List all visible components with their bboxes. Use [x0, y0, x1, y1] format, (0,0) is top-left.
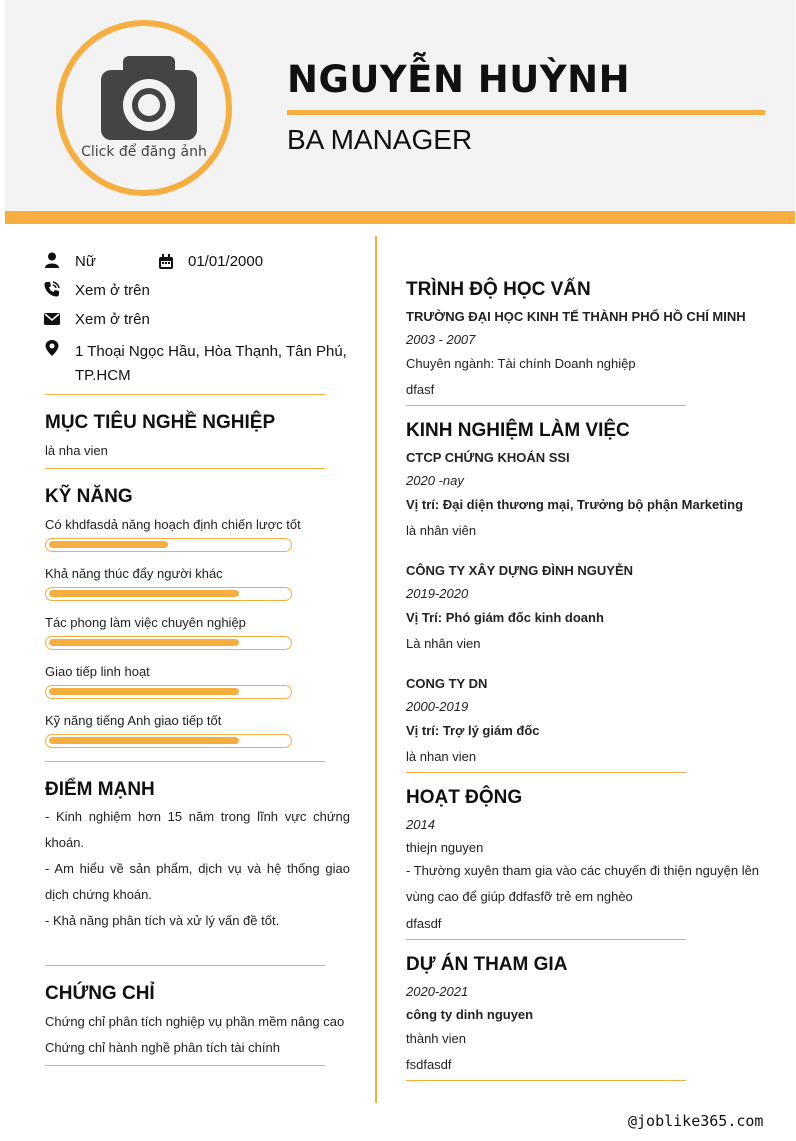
map-pin-icon — [44, 340, 60, 356]
avatar-upload[interactable] — [56, 20, 232, 196]
activity-note: dfasdf — [406, 916, 442, 931]
job-period: 2000-2019 — [406, 699, 469, 714]
skills-title: KỸ NĂNG — [45, 486, 133, 507]
column-divider — [375, 236, 377, 1103]
strength-item: - Kinh nghiệm hơn 15 năm trong lĩnh vực chứng khoán. — [45, 809, 350, 850]
divider — [45, 468, 325, 469]
experience-title: KINH NGHIỆM LÀM VIỆC — [406, 420, 630, 441]
skill-bar-fill — [49, 639, 239, 646]
skill-bar — [45, 538, 292, 552]
calendar-icon — [158, 254, 174, 270]
job-description: Là nhân vien — [406, 636, 481, 651]
education-major: Chuyên ngành: Tài chính Doanh nghiệp — [406, 356, 636, 371]
objective-text: là nha vien — [45, 443, 108, 458]
project-note: fsdfasdf — [406, 1057, 452, 1072]
address-value: 1 Thoại Ngọc Hầu, Hòa Thạnh, Tân Phú, TP.HCM — [75, 343, 347, 384]
job-description: là nhan vien — [406, 749, 477, 764]
skill-label: Khả năng thúc đẩy người khác — [45, 566, 223, 581]
project-company: công ty dinh nguyen — [406, 1007, 534, 1022]
education-title: TRÌNH ĐỘ HỌC VẤN — [406, 279, 591, 300]
skill-label: Giao tiếp linh hoạt — [45, 664, 150, 679]
skill-bar-fill — [49, 737, 239, 744]
envelope-icon — [44, 311, 60, 327]
project-period: 2020-2021 — [406, 984, 469, 999]
skill-bar — [45, 587, 292, 601]
skill-label: Kỹ năng tiếng Anh giao tiếp tốt — [45, 713, 222, 728]
activity-period: 2014 — [406, 817, 435, 832]
phone-value: Xem ở trên — [75, 282, 150, 299]
skill-bar-fill — [49, 688, 239, 695]
divider — [45, 394, 325, 395]
candidate-name: NGUYỄN HUỲNH — [287, 58, 631, 101]
activity-org: thiejn nguyen — [406, 840, 484, 855]
education-period: 2003 - 2007 — [406, 332, 476, 347]
divider — [45, 965, 325, 966]
phone-icon — [44, 281, 60, 297]
education-note: dfasf — [406, 382, 435, 397]
skill-bar — [45, 685, 292, 699]
footer-watermark: @joblike365.com — [628, 1112, 764, 1130]
camera-icon — [101, 56, 197, 140]
divider — [45, 1065, 325, 1066]
projects-title: DỰ ÁN THAM GIA — [406, 954, 568, 975]
divider — [406, 939, 686, 940]
project-role: thành vien — [406, 1031, 466, 1046]
strength-item: - Khả năng phân tích và xử lý vấn đề tốt. — [45, 913, 280, 928]
job-company: CONG TY DN — [406, 676, 488, 691]
divider — [406, 1080, 686, 1081]
job-position: Vị trí: Đại diện thương mại, Trưởng bộ phận Marketing — [406, 497, 744, 512]
divider — [45, 761, 325, 762]
certificates-title: CHỨNG CHỈ — [45, 983, 155, 1004]
candidate-role: BA MANAGER — [287, 124, 473, 155]
job-period: 2019-2020 — [406, 586, 469, 601]
objective-title: MỤC TIÊU NGHỀ NGHIỆP — [45, 412, 276, 433]
skill-bar-fill — [49, 541, 168, 548]
job-position: Vị trí: Trợ lý giám đốc — [406, 723, 540, 738]
education-school: TRƯỜNG ĐẠI HỌC KINH TẾ THÀNH PHỐ HỒ CHÍ MINH — [406, 309, 746, 324]
certificate-item: Chứng chỉ hành nghề phân tích tài chính — [45, 1040, 280, 1055]
skill-bar — [45, 734, 292, 748]
job-description: là nhân viên — [406, 523, 477, 538]
strength-item: - Am hiểu về sản phẩm, dịch vụ và hệ thống giao dịch chứng khoán. — [45, 861, 350, 902]
divider — [406, 772, 686, 773]
skill-bar-fill — [49, 590, 239, 597]
job-period: 2020 -nay — [406, 473, 464, 488]
skill-label: Tác phong làm việc chuyên nghiệp — [45, 615, 246, 630]
user-icon — [44, 252, 60, 268]
gender-value: Nữ — [75, 253, 96, 270]
job-company: CÔNG TY XÂY DỰNG ĐÌNH NGUYỄN — [406, 563, 633, 578]
certificate-item: Chứng chỉ phân tích nghiệp vụ phần mềm nâng cao — [45, 1014, 345, 1029]
divider — [406, 405, 686, 406]
activities-title: HOẠT ĐỘNG — [406, 787, 523, 808]
email-value: Xem ở trên — [75, 311, 150, 328]
header-accent-bar — [5, 211, 795, 224]
avatar-caption: Click để đăng ảnh — [81, 144, 207, 160]
birthday-value: 01/01/2000 — [188, 253, 264, 270]
skill-bar — [45, 636, 292, 650]
activity-description: - Thường xuyên tham gia vào các chuyến đi thiện nguyện lên vùng cao để giúp đdfasfỡ trẻ em nghèo — [406, 863, 760, 904]
strengths-title: ĐIỂM MẠNH — [45, 779, 155, 800]
job-company: CTCP CHỨNG KHOÁN SSI — [406, 450, 570, 465]
name-underline — [287, 110, 765, 115]
job-position: Vị Trí: Phó giám đốc kinh doanh — [406, 610, 604, 625]
skill-label: Có khdfasdả năng hoạch định chiến lược tốt — [45, 517, 301, 532]
